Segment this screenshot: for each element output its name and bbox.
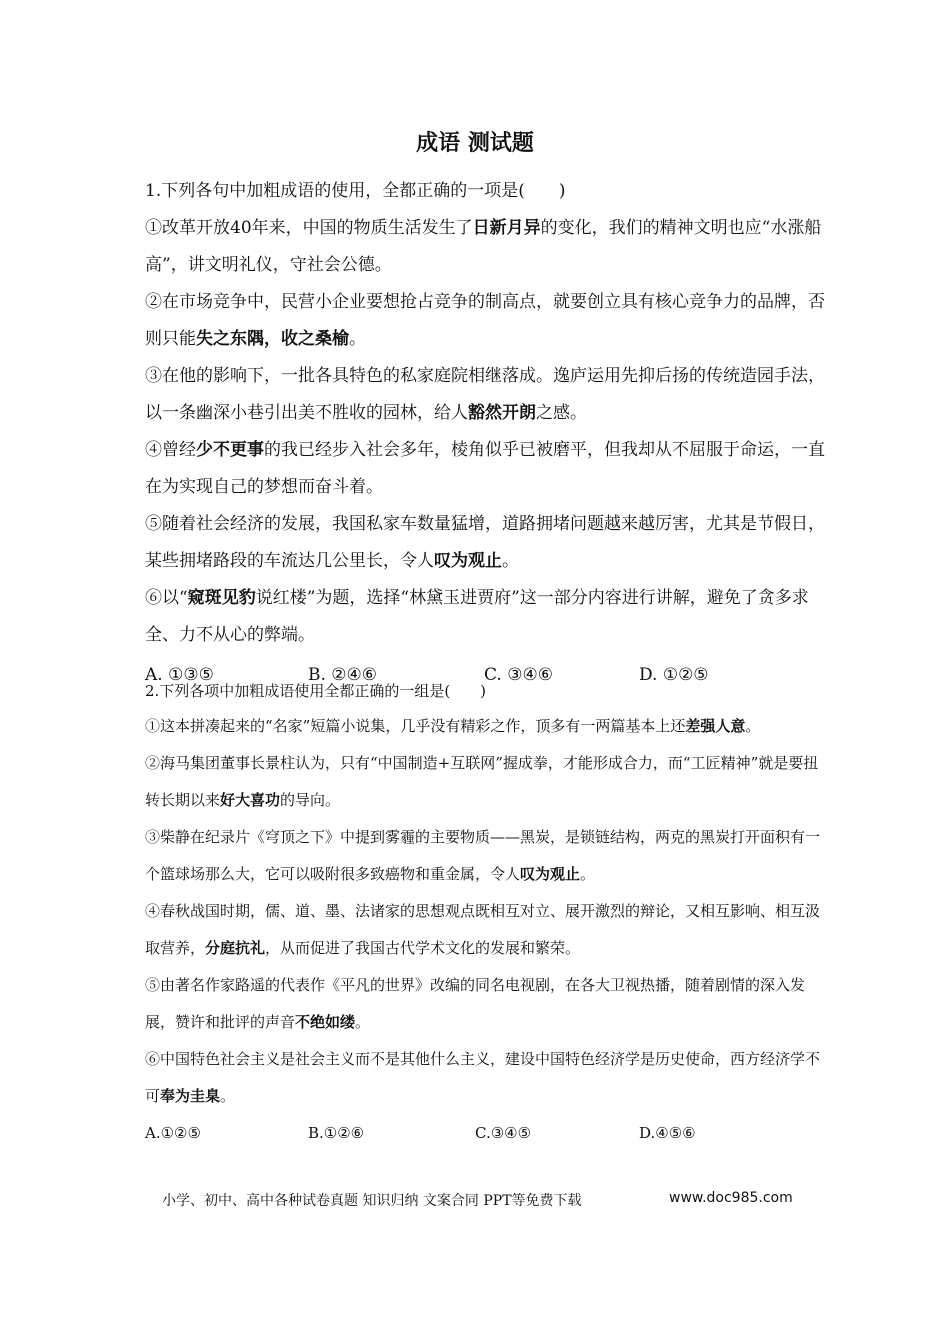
item-text: ③在他的影响下，一批各具特色的私家庭院相继落成。逸庐运用先抑后扬的传统造园手法，以一条幽深小巷引出美不胜收的园林，给人	[145, 366, 825, 423]
item-text: ④春秋战国时期，儒、道、墨、法诸家的思想观点既相互对立、展开激烈的辩论，又相互影响、相互汲取营养，	[145, 902, 821, 957]
bold-idiom: 日新月异	[472, 218, 541, 238]
option-b[interactable]: B. ②④⑥	[308, 665, 378, 685]
question-1-item	[145, 432, 825, 506]
bold-idiom: 失之东隅，收之桑榆	[196, 329, 349, 349]
question-2-options	[145, 1121, 825, 1145]
question-2-item	[145, 708, 825, 745]
item-text: ①改革开放40年来，中国的物质生活发生了	[145, 218, 473, 238]
question-1-item	[145, 358, 825, 432]
item-text: 。	[502, 551, 519, 571]
option-c[interactable]: C.③④⑤	[475, 1124, 532, 1142]
question-2-item	[145, 745, 825, 819]
item-text: ⑥以“	[145, 588, 188, 608]
item-text: 。	[349, 329, 366, 349]
question-2-item	[145, 1041, 825, 1115]
item-text: ②海马集团董事长景柱认为，只有“中国制造+互联网”握成拳，才能形成合力，而“工匠精神”就是要扭转长期以来	[145, 754, 819, 809]
bold-idiom: 叹为观止	[434, 551, 502, 571]
bold-idiom: 分庭抗礼	[205, 939, 266, 957]
item-text: ⑤由著名作家路遥的代表作《平凡的世界》改编的同名电视剧，在各大卫视热播，随着剧情的深入发展，赞许和批评的声音	[145, 976, 806, 1031]
question-1	[145, 176, 825, 688]
footer-text: 小学、初中、高中各种试卷真题 知识归纳 文案合同 PPT等免费下载	[162, 1193, 582, 1209]
item-text: ④曾经	[145, 440, 196, 460]
page-title: 成语 测试题	[416, 131, 534, 156]
item-text: 的我已经步入社会多年，棱角似乎已被磨平，但我却从不屈服于命运，一直在为实现自己的梦想而奋斗着。	[145, 440, 825, 497]
item-text: 的导向。	[280, 791, 341, 809]
item-text: ①这本拼凑起来的“名家”短篇小说集，几乎没有精彩之作，顶多有一两篇基本上还	[145, 717, 686, 735]
bold-idiom: 不绝如缕	[295, 1013, 356, 1031]
bold-idiom: 少不更事	[196, 440, 264, 460]
question-1-stem: 1.下列各句中加粗成语的使用，全都正确的一项是( )	[145, 181, 566, 201]
item-text: 之感。	[536, 403, 587, 423]
question-1-item	[145, 580, 825, 654]
bold-idiom: 好大喜功	[220, 791, 281, 809]
question-2-item	[145, 893, 825, 967]
item-text: ⑥中国特色社会主义是社会主义而不是其他什么主义，建设中国特色经济学是历史使命，西方经济学不可	[145, 1050, 821, 1105]
question-1-item	[145, 210, 825, 284]
option-d[interactable]: D. ①②⑤	[639, 665, 709, 685]
item-text: 。	[220, 1087, 236, 1105]
item-text: 的变化，我们的精神文明也应“水涨船高”，讲文明礼仪，守社会公德。	[145, 218, 822, 275]
item-text: ⑤随着社会经济的发展，我国私家车数量猛增，道路拥堵问题越来越厉害，尤其是节假日，某些拥堵路段的车流达几公里长，令人	[145, 514, 825, 571]
bold-idiom: 豁然开朗	[468, 403, 536, 423]
question-2	[145, 678, 825, 1145]
item-text: ③柴静在纪录片《穹顶之下》中提到雾霾的主要物质——黑炭，是锁链结构，两克的黑炭打开面积有一个篮球场那么大，它可以吸附很多致癌物和重金属，令人	[145, 828, 821, 883]
bold-idiom: 窥斑见豹	[187, 588, 256, 608]
bold-idiom: 差强人意	[685, 717, 746, 735]
bold-idiom: 奉为圭臬	[160, 1087, 221, 1105]
option-d[interactable]: D.④⑤⑥	[639, 1124, 696, 1142]
question-1-item	[145, 284, 825, 358]
option-b[interactable]: B.①②⑥	[308, 1124, 365, 1142]
question-2-item	[145, 819, 825, 893]
footer	[162, 1190, 862, 1210]
bold-idiom: 叹为观止	[520, 865, 581, 883]
question-2-stem: 2.下列各项中加粗成语使用全都正确的一组是( )	[145, 682, 487, 700]
question-1-item	[145, 506, 825, 580]
item-text: 。	[745, 717, 761, 735]
option-a[interactable]: A.①②⑤	[145, 1124, 201, 1142]
item-text: 。	[355, 1013, 371, 1031]
item-text: ，从而促进了我国古代学术文化的发展和繁荣。	[265, 939, 581, 957]
option-a[interactable]: A. ①③⑤	[145, 665, 214, 685]
item-text: 。	[580, 865, 596, 883]
item-text: ②在市场竞争中，民营小企业要想抢占竞争的制高点，就要创立具有核心竞争力的品牌，否则只能	[145, 292, 825, 349]
option-c[interactable]: C. ③④⑥	[484, 665, 553, 685]
question-2-item	[145, 967, 825, 1041]
footer-site-link[interactable]: www.doc985.com	[669, 1190, 793, 1206]
item-text: 说红楼”为题，选择“林黛玉进贾府”这一部分内容进行讲解，避免了贪多求全、力不从心的弊端。	[145, 588, 809, 645]
